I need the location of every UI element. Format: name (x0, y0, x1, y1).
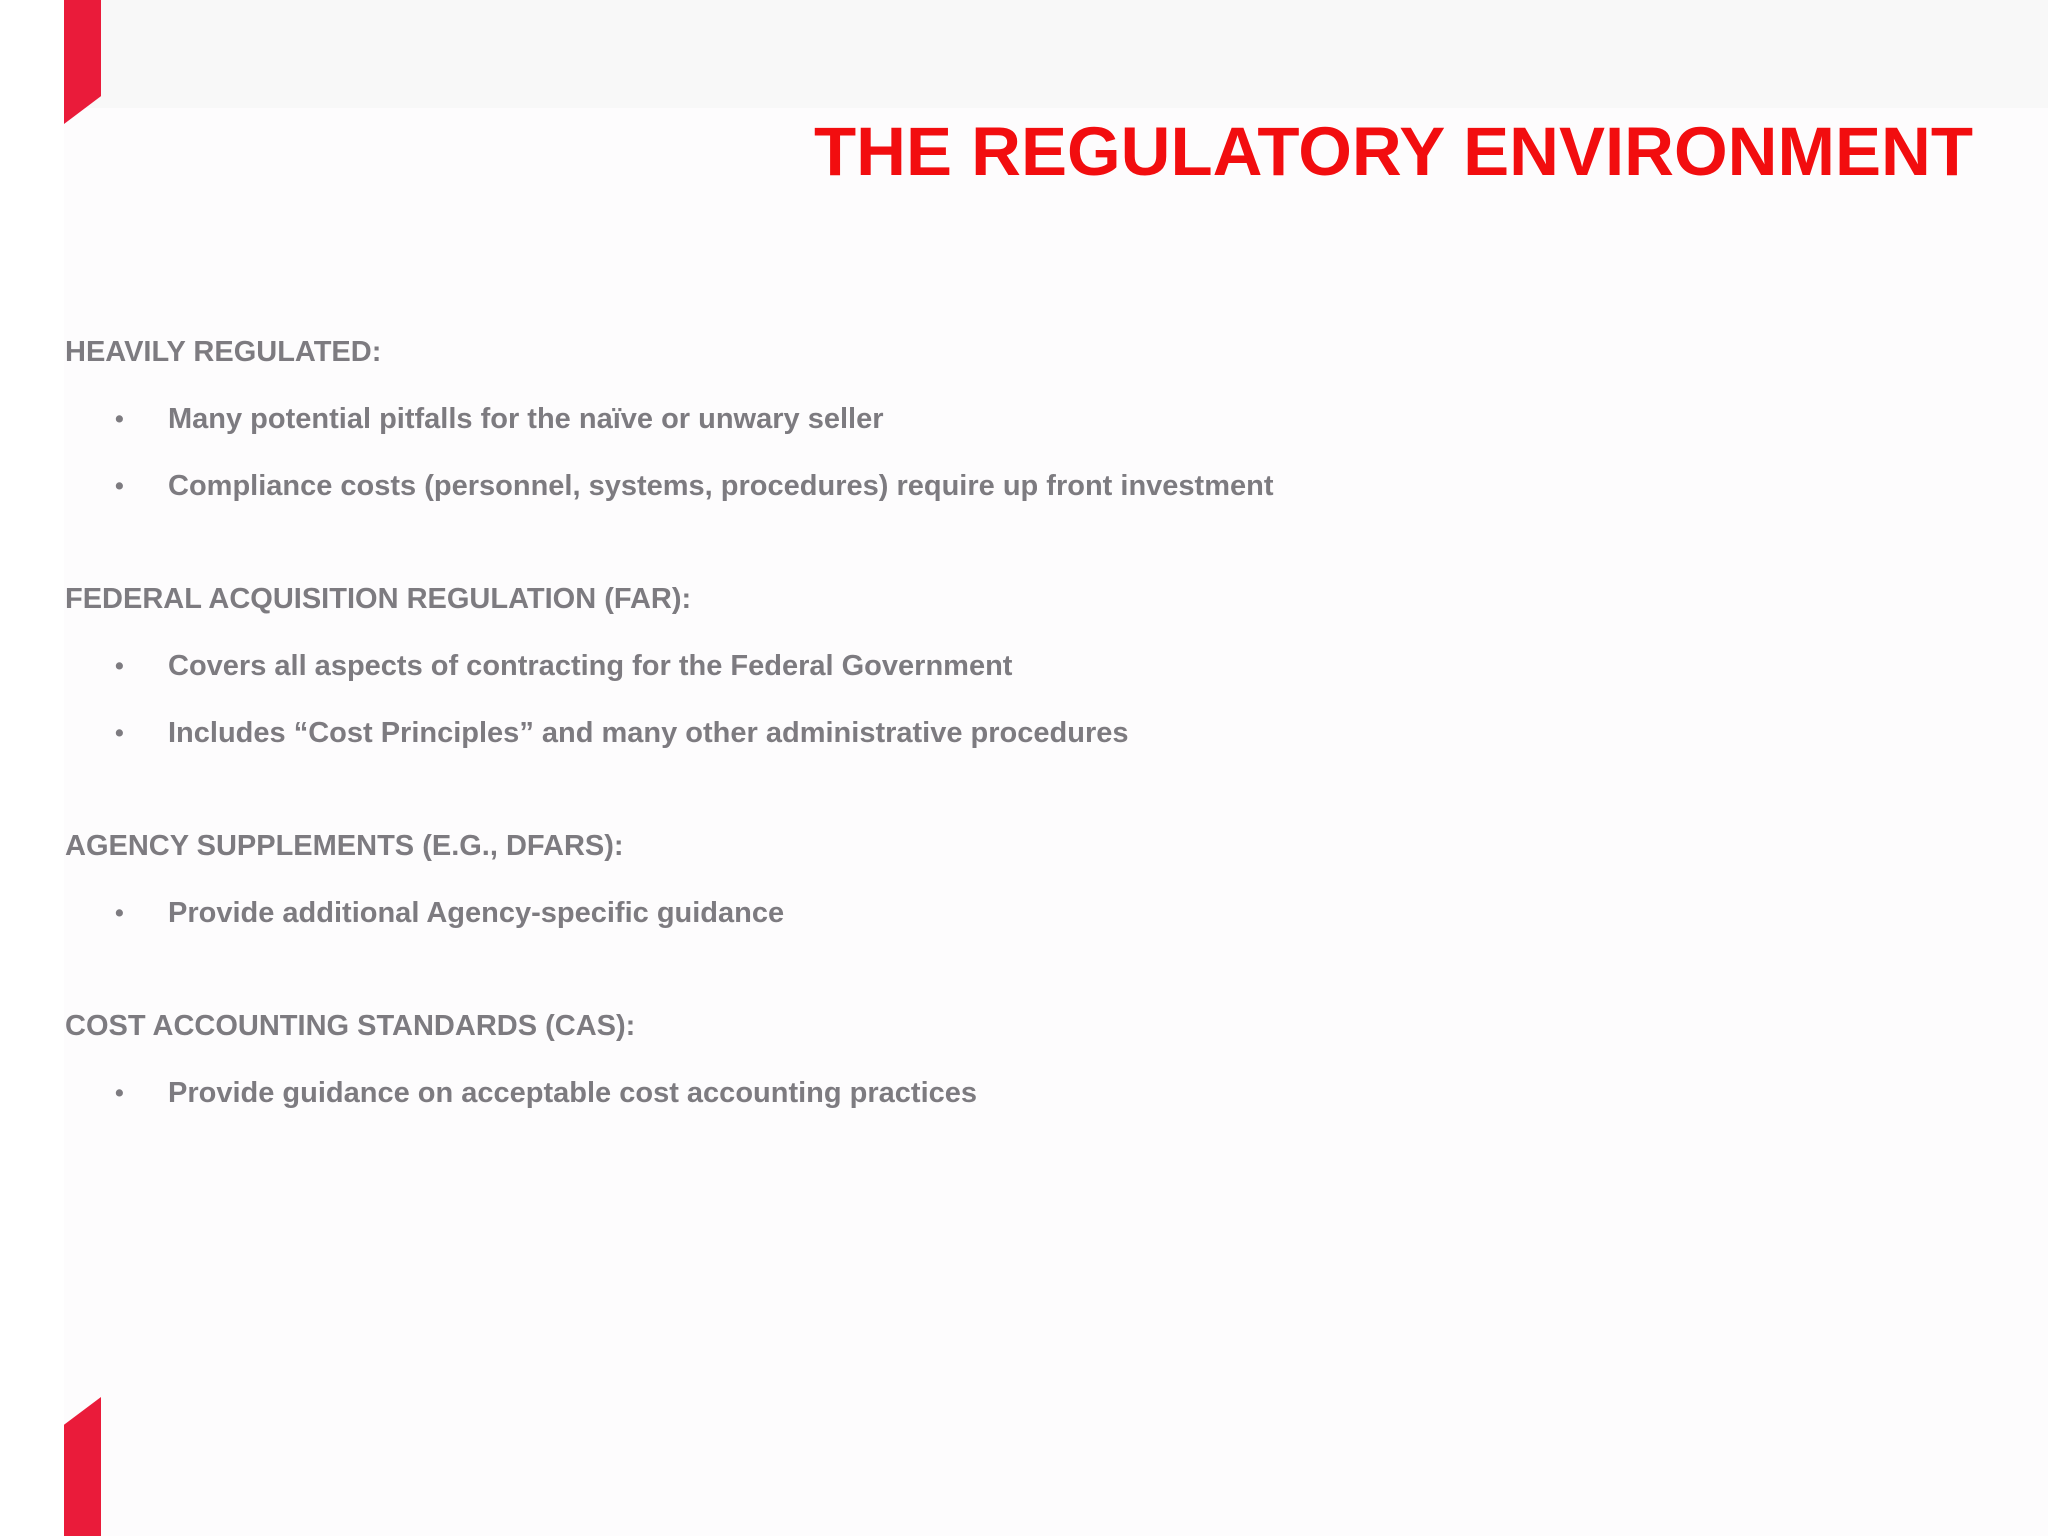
bullet-icon: • (115, 1079, 124, 1107)
bullet-icon: • (115, 405, 124, 433)
bullet-text: Provide guidance on acceptable cost accounting practices (168, 1077, 978, 1109)
bullet-list (65, 648, 1865, 751)
bullet-text: Provide additional Agency-specific guidance (168, 897, 785, 929)
heavily-regulated-section (65, 334, 1865, 504)
bullet-list (65, 401, 1865, 504)
bullet-item (65, 648, 1865, 684)
bullet-icon: • (115, 472, 124, 500)
left-margin (0, 0, 64, 1536)
top-strip (64, 0, 2048, 108)
bullet-item (65, 715, 1865, 751)
section-heading: AGENCY SUPPLEMENTS (E.G., DFARS): (65, 830, 624, 862)
section-heading: COST ACCOUNTING STANDARDS (CAS): (65, 1010, 636, 1042)
agency-supplements-section (65, 828, 1865, 931)
bullet-item (65, 468, 1865, 504)
bullet-text: Compliance costs (personnel, systems, procedures) require up front investment (168, 470, 1274, 502)
section-heading: HEAVILY REGULATED: (65, 336, 382, 368)
bottom-red-accent (64, 1397, 101, 1536)
slide-content (65, 334, 1865, 1111)
section-heading: FEDERAL ACQUISITION REGULATION (FAR): (65, 583, 692, 615)
bullet-item (65, 895, 1865, 931)
bullet-item (65, 401, 1865, 437)
bullet-icon: • (115, 652, 124, 680)
slide-title: THE REGULATORY ENVIRONMENT (813, 113, 1973, 190)
bullet-text: Covers all aspects of contracting for the Federal Government (168, 650, 1013, 682)
bullet-text: Many potential pitfalls for the naïve or unwary seller (168, 403, 884, 435)
bullet-icon: • (115, 719, 124, 747)
far-section (65, 581, 1865, 751)
bullet-list (65, 1075, 1865, 1111)
bullet-item (65, 1075, 1865, 1111)
bullet-list (65, 895, 1865, 931)
bullet-text: Includes “Cost Principles” and many other administrative procedures (168, 717, 1129, 749)
cas-section (65, 1008, 1865, 1111)
bullet-icon: • (115, 899, 124, 927)
